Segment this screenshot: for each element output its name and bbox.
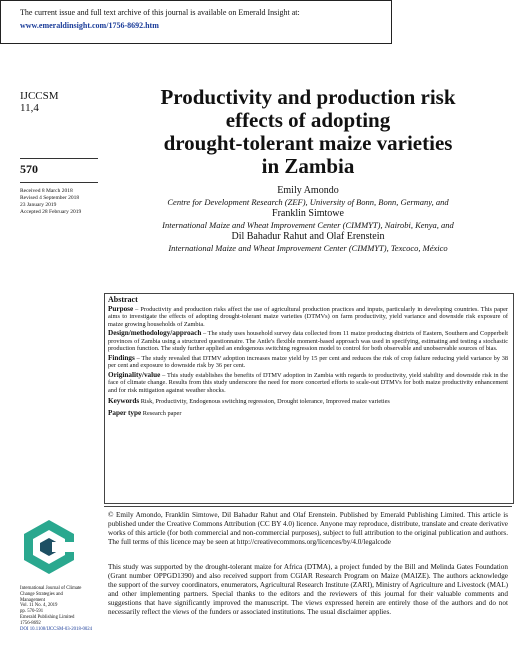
notice-url-link[interactable]: www.emeraldinsight.com/1756-8692.htm bbox=[20, 21, 159, 30]
section-divider bbox=[104, 506, 512, 507]
author-affiliation: Centre for Development Research (ZEF), University of Bonn, Bonn, Germany, and bbox=[167, 196, 449, 207]
history-dates bbox=[20, 188, 81, 216]
abstract-originality: Originality/value – This study establishes the benefits of DTMV adoption in Zambia with regards to productivity, yield stability and downside risk in the face of climate change. Results from this study underscore the need for more concerted efforts to scale-out DTMVs for both maize productivity enhancement and for risk mitigation against weather shocks. bbox=[108, 370, 508, 394]
journal-code bbox=[20, 90, 59, 114]
license-text: © Emily Amondo, Franklin Simtowe, Dil Bahadur Rahut and Olaf Erenstein. Published by Emerald Publishing Limited. This article is published under the Creative Commons Attribution (CC BY 4.0) licence. Anyone may reproduce, distribute, translate and create derivative works of this article (for both commercial and non-commercial purposes), subject to full attribution to the original publication and authors. The full terms of this licence may be seen at http://creativecommons.org/licences/by/4.0/legalcode bbox=[108, 511, 508, 546]
journal-logo-icon bbox=[22, 518, 76, 576]
abstract-design: Design/methodology/approach – The study uses household survey data collected from 11 maize producing districts of Eastern, Southern and Copperbelt provinces of Zambia using a structured questionnaire. The Antle's flexible moment-based approach was used in specifying, estimating and testing a stochastic production function. The study further applied an endogenous switching regression model to control for both observable and unobservable sources of bias. bbox=[108, 329, 508, 352]
keywords: Keywords Risk, Productivity, Endogenous switching regression, Drought tolerance, Improved maize varieties bbox=[108, 397, 390, 405]
author-block bbox=[108, 185, 508, 254]
author-affiliation: International Maize and Wheat Improvement Center (CIMMYT), Nairobi, Kenya, and bbox=[162, 219, 454, 230]
abstract-purpose: Purpose – Productivity and production risks affect the use of agricultural production practices and inputs, particularly in developing countries. This paper aims to investigate the effects of adopting drought-tolerant maize varieties (DTMVs) on farm productivity, yield variance and downside risk exposure of maize growing households of Zambia. bbox=[108, 304, 508, 328]
notice-text: The current issue and full text archive of this journal is available on Emerald Insight at: bbox=[20, 8, 300, 17]
author-name: Emily Amondo bbox=[277, 185, 339, 196]
abstract-heading: Abstract bbox=[108, 295, 138, 304]
abstract-findings: Findings – The study revealed that DTMV adoption increases maize yield by 15 per cent and reduces the risk of crop failure reducing yield variance by 38 per cent and exposure to downside risk by 36 per cent. bbox=[108, 353, 508, 369]
page-number: 570 bbox=[20, 162, 38, 176]
doi-link[interactable]: DOI 10.1108/IJCCSM-03-2018-0024 bbox=[20, 626, 93, 632]
source-info: International Journal of Climate Change Strategies and Management Vol. 11 No. 4, 2019 pp. 570-591 Emerald Publishing Limited 1756-8692 DOI 10.1108/IJCCSM-03-2018-0024 bbox=[20, 586, 104, 632]
side-divider bbox=[20, 158, 98, 159]
journal-notice-box bbox=[0, 0, 392, 44]
author-name: Dil Bahadur Rahut and Olaf Erenstein bbox=[231, 231, 385, 242]
date-revised-2: 23 January 2019 bbox=[20, 202, 57, 208]
journal-volume: 11,4 bbox=[20, 102, 39, 114]
journal-abbrev: IJCCSM bbox=[20, 90, 59, 102]
abstract bbox=[108, 296, 508, 419]
funding-text: This study was supported by the drought-tolerant maize for Africa (DTMA), a project funded by the Bill and Melinda Gates Foundation (Grant number OPPGD1390) and also received support from CGIAR Research Program on Maize (MAIZE). The authors acknowledge the support of the survey coordinators, enumerators, Agricultural Research Institute (ZARI), Ministry of Agriculture and Livestock (MAL) and other implementing partners. Special thanks to the editors and the reviewers of this journal for their valuable comments and suggestions that have significantly improved the manuscript. The views expressed herein are entirely those of the authors and do not necessarily reflect the views of the funders or associated institutions. The usual disclaimer applies. bbox=[108, 563, 508, 616]
date-revised: Revised 4 September 2018 bbox=[20, 195, 80, 201]
date-accepted: Accepted 28 February 2019 bbox=[20, 209, 82, 215]
date-received: Received 8 March 2018 bbox=[20, 188, 73, 194]
article-title: Productivity and production risk effects of adopting drought-tolerant maize varieties in Zambia bbox=[160, 85, 456, 178]
author-affiliation: International Maize and Wheat Improvement Center (CIMMYT), Texcoco, México bbox=[168, 242, 448, 253]
author-name: Franklin Simtowe bbox=[272, 208, 344, 219]
paper-type: Paper type Research paper bbox=[108, 408, 182, 417]
side-divider bbox=[20, 182, 98, 183]
